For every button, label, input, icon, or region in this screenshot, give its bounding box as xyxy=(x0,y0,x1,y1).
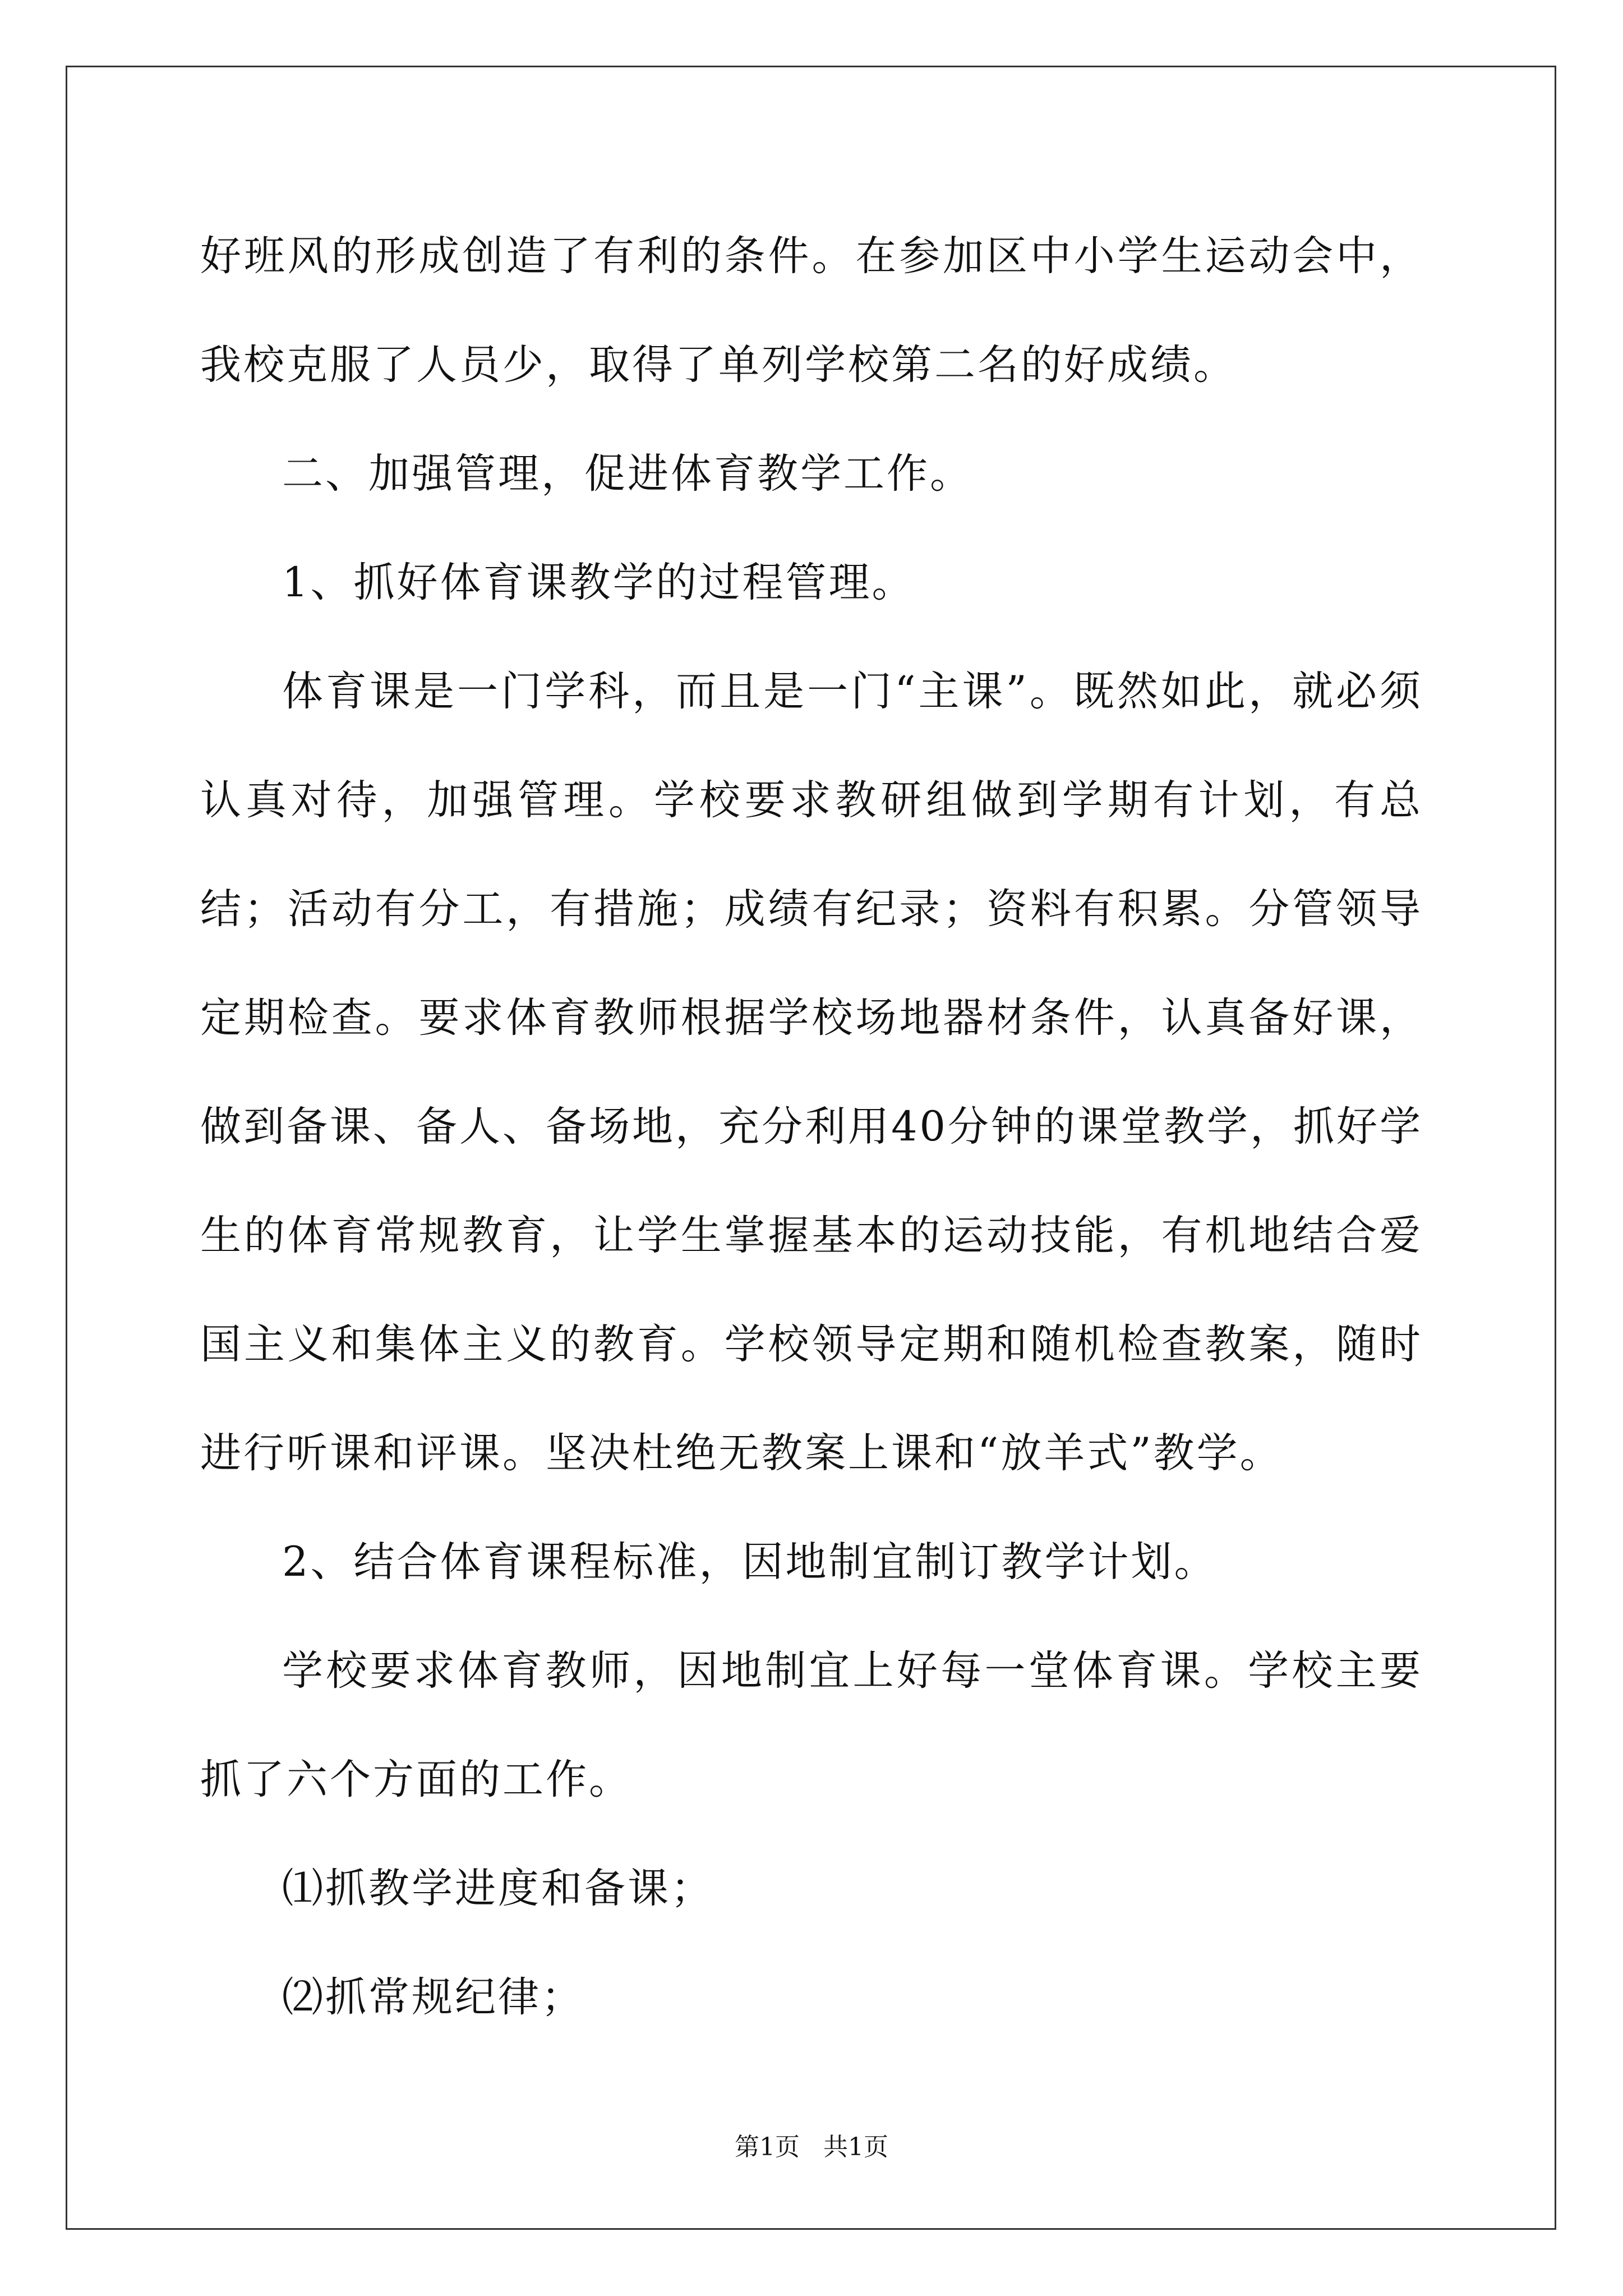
paragraph-4: 体育课是一门学科，而且是一门“主课”。既然如此，就必须认真对待，加强管理。学校要求教研组做到学期有计划，有总结；活动有分工，有措施；成绩有纪录；资料有积累。分管领导定期检查。要求体育教师根据学校场地器材条件，认真备好课，做到备课、备人、备场地，充分利用40分钟的课堂教学，抓好学生的体育常规教育，让学生掌握基本的运动技能，有机地结合爱国主义和集体主义的教育。学校领导定期和随机检查教案，随时进行听课和评课。坚决杜绝无教案上课和“放羊式”教学。 xyxy=(200,668,1423,1477)
paragraph-8-list-item: ⑵抓常规纪律； xyxy=(282,1973,584,2021)
paragraph-1: 好班风的形成创造了有利的条件。在参加区中小学生运动会中，我校克服了人员少，取得了单列学校第二名的好成绩。 xyxy=(200,232,1423,389)
paragraph-7-list-item: ⑴抓教学进度和备课； xyxy=(282,1865,714,1912)
document-body xyxy=(200,202,1423,2052)
paragraph-2-heading: 二、加强管理，促进体育教学工作。 xyxy=(282,450,973,498)
paragraph-6: 学校要求体育教师，因地制宜上好每一堂体育课。学校主要抓了六个方面的工作。 xyxy=(200,1647,1423,1803)
paragraph-3-subheading: 1、抓好体育课教学的过程管理。 xyxy=(282,559,915,606)
page-number-footer: 第1页 共1页 xyxy=(735,2133,888,2161)
paragraph-5-subheading: 2、结合体育课程标准，因地制宜制订教学计划。 xyxy=(282,1538,1218,1586)
